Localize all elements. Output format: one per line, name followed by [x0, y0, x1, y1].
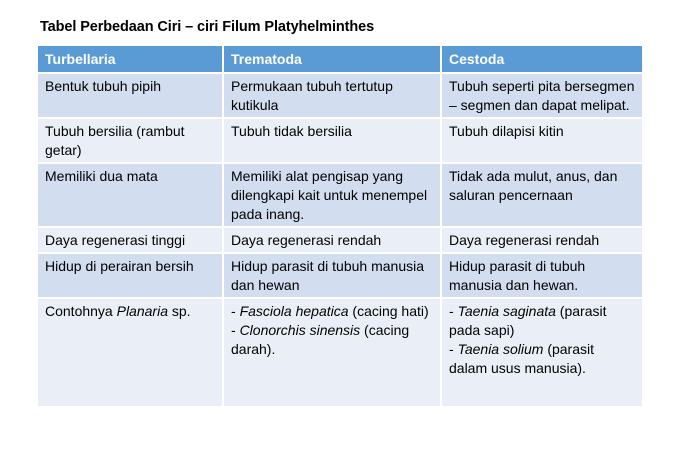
column-header-turbellaria: Turbellaria: [38, 46, 223, 73]
table-cell: Hidup parasit di tubuh manusia dan hewan.: [441, 253, 642, 298]
example-prefix: -: [449, 303, 458, 319]
example-prefix: -: [231, 322, 240, 338]
table-cell: Tidak ada mulut, anus, dan saluran pencernaan: [441, 163, 642, 227]
table-row: [38, 227, 642, 253]
column-header-trematoda: Trematoda: [223, 46, 441, 73]
comparison-table: [38, 46, 642, 406]
table-row: [38, 163, 642, 227]
example-prefix: -: [449, 341, 458, 357]
table-cell-example-trematoda: [223, 298, 441, 406]
example-note: (parasit dalam usus manusia).: [449, 341, 595, 376]
table-cell: Tubuh tidak bersilia: [223, 118, 441, 163]
table-cell: Tubuh bersilia (rambut getar): [38, 118, 223, 163]
example-note: (parasit pada sapi): [449, 303, 607, 338]
table-cell: Memiliki dua mata: [38, 163, 223, 227]
table-cell: Daya regenerasi rendah: [441, 227, 642, 253]
species-name: Clonorchis sinensis: [239, 322, 361, 338]
example-prefix: Contohnya: [45, 303, 117, 319]
example-entry: [231, 302, 433, 321]
table-cell: Daya regenerasi tinggi: [38, 227, 223, 253]
table-title: Tabel Perbedaan Ciri – ciri Filum Platyhelminthes: [40, 19, 375, 35]
table-cell: Memiliki alat pengisap yang dilengkapi kait untuk menempel pada inang.: [223, 163, 441, 227]
table-cell-example-cestoda: [441, 298, 642, 406]
table-cell: Bentuk tubuh pipih: [38, 73, 223, 118]
example-note: (cacing hati): [348, 303, 429, 319]
table-cell: Tubuh seperti pita bersegmen – segmen dan dapat melipat.: [441, 73, 642, 118]
table-cell: Hidup parasit di tubuh manusia dan hewan: [223, 253, 441, 298]
species-name: Fasciola hepatica: [239, 303, 349, 319]
table-cell-example-turbellaria: [38, 298, 223, 406]
example-suffix: sp.: [167, 303, 191, 319]
table-row: [38, 253, 642, 298]
table-row: [38, 118, 642, 163]
header-row: [38, 46, 642, 73]
example-prefix: -: [231, 303, 240, 319]
example-note: (cacing darah).: [231, 322, 410, 357]
table-cell: Tubuh dilapisi kitin: [441, 118, 642, 163]
species-name: Taenia saginata: [457, 303, 556, 319]
example-entry: [449, 302, 635, 340]
example-entry: [231, 321, 433, 359]
table-cell: Hidup di perairan bersih: [38, 253, 223, 298]
species-name: Planaria: [116, 303, 168, 319]
species-name: Taenia solium: [457, 341, 544, 357]
table-row: [38, 298, 642, 406]
example-entry: [449, 340, 635, 378]
column-header-cestoda: Cestoda: [441, 46, 642, 73]
table-row: [38, 73, 642, 118]
table-cell: Permukaan tubuh tertutup kutikula: [223, 73, 441, 118]
table-cell: Daya regenerasi rendah: [223, 227, 441, 253]
